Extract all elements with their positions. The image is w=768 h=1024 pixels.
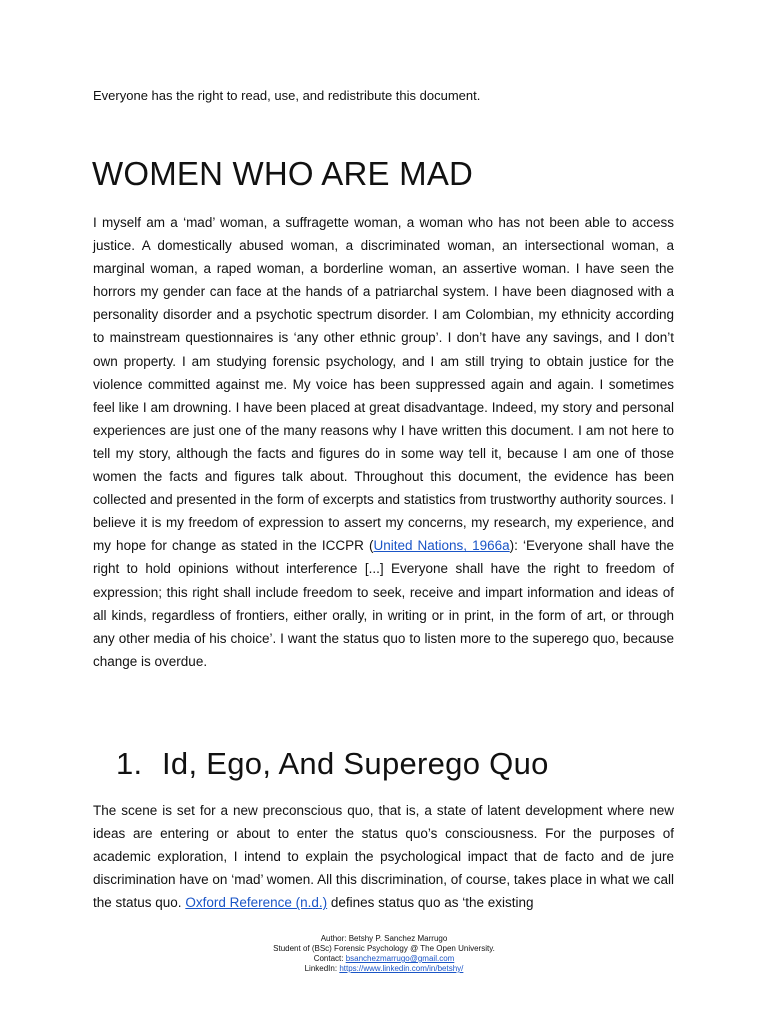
footer-author: Author: Betshy P. Sanchez Marrugo <box>320 934 448 943</box>
footer-student-info: Student of (BSc) Forensic Psychology @ The Open University. <box>273 944 495 953</box>
section-text-end: defines status quo as ‘the existing <box>327 895 534 911</box>
oxford-reference-link[interactable]: Oxford Reference (n.d.) <box>185 895 328 911</box>
section-text-start: The scene is set for a new preconscious quo, that is, a state of latent development where new ideas are entering or about to enter the status quo’s consciousness. For the purposes of academic exploration, I intend to explain the psychological impact that de facto and de jure discrimination have on ‘mad’ women. All this discrimination, of course, takes place in what we call the status quo. <box>93 803 674 911</box>
intro-text-end: ): ‘Everyone shall have the right to hold opinions without interference [...] Everyone shall have the right to freedom of expression; this right shall include freedom to seek, receive and impart information and ideas of all kinds, regardless of frontiers, either orally, in writing or in print, in the form of art, or through any other media of his choice’. I want the status quo to listen more to the superego quo, because change is overdue. <box>93 538 675 669</box>
united-nations-citation-link[interactable]: United Nations, 1966a <box>373 538 510 554</box>
document-title: WOMEN WHO ARE MAD <box>92 155 474 192</box>
section-title-text: Id, Ego, And Superego Quo <box>162 746 549 781</box>
footer-linkedin <box>184 964 584 974</box>
footer-contact <box>184 954 584 964</box>
license-notice: Everyone has the right to read, use, and redistribute this document. <box>93 88 481 103</box>
footer-linkedin-label: LinkedIn: <box>304 964 340 973</box>
section-heading <box>116 744 549 784</box>
footer-contact-label: Contact: <box>313 954 346 963</box>
section-paragraph <box>93 799 674 914</box>
linkedin-profile-link[interactable]: https://www.linkedin.com/in/betshy/ <box>339 964 464 973</box>
page-footer <box>184 934 584 974</box>
intro-text-start: I myself am a ‘mad’ woman, a suffragette woman, a woman who has not been able to access justice. A domestically abused woman, a discriminated woman, an intersectional woman, a marginal woman, a raped woman, a borderline woman, an assertive woman. I have seen the horrors my gender can face at the hands of a patriarchal system. I have been diagnosed with a personality disorder and a psychotic spectrum disorder. I am Colombian, my ethnicity according to mainstream questionnaires is ‘any other ethnic group’. I don’t have any savings, and I don’t own property. I am studying forensic psychology, and I am still trying to obtain justice for the violence committed against me. My voice has been suppressed again and again. I sometimes feel like I am drowning. I have been placed at great disadvantage. Indeed, my story and personal experiences are just one of the many reasons why I have written this document. I am not here to tell my story, although the facts and figures do in some way tell it, because I am one of those women the facts and figures talk about. Throughout this document, the evidence has been collected and presented in the form of excerpts and statistics from trustworthy authority sources. I believe it is my freedom of expression to assert my concerns, my research, my experience, and my hope for change as stated in the ICCPR ( <box>93 215 674 554</box>
contact-email-link[interactable]: bsanchezmarrugo@gmail.com <box>345 954 455 963</box>
intro-paragraph <box>93 211 674 673</box>
section-number: 1. <box>116 746 143 781</box>
